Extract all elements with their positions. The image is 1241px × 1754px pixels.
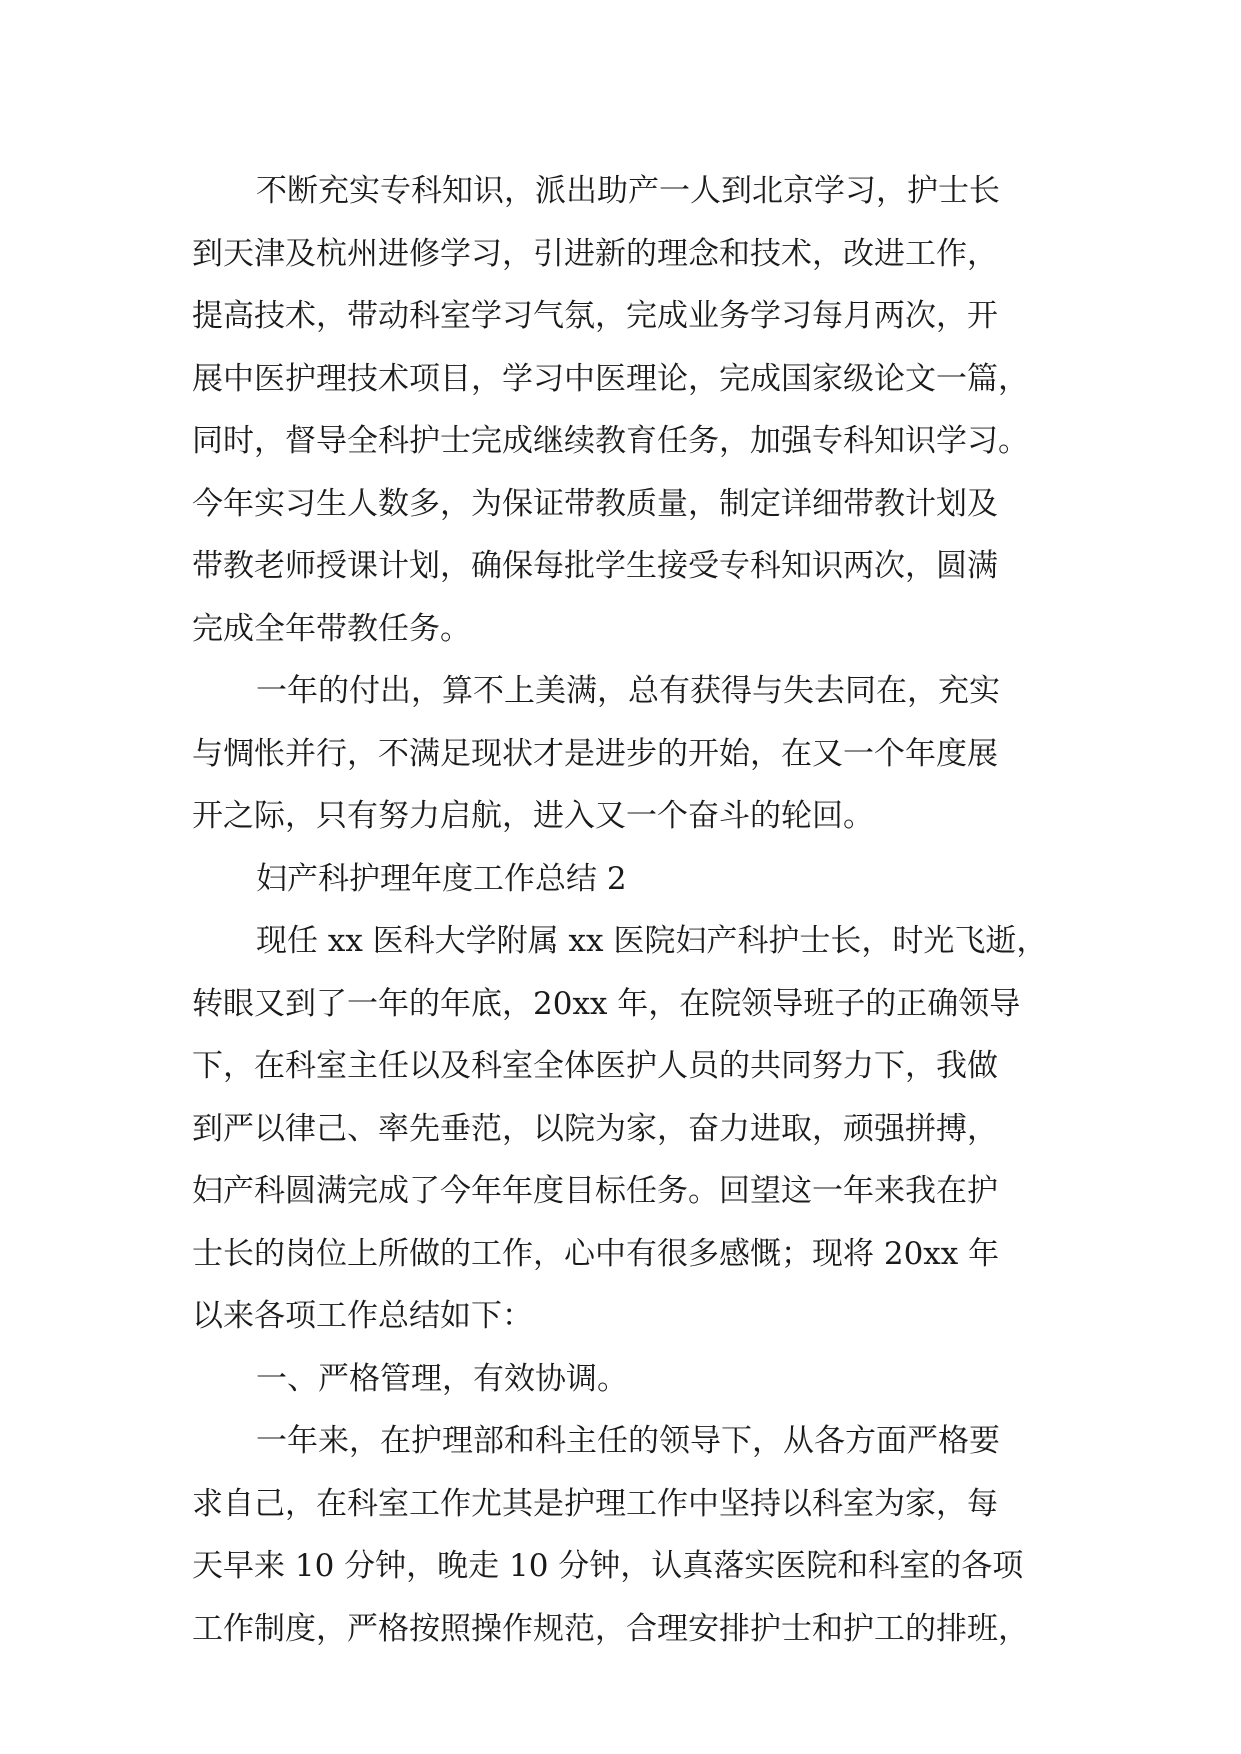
text-line: 带教老师授课计划，确保每批学生接受专科知识两次，圆满 (192, 548, 998, 584)
text-line: 今年实习生人数多，为保证带教质量，制定详细带教计划及 (192, 485, 998, 522)
text-line: 开之际，只有努力启航，进入又一个奋斗的轮回。 (192, 798, 874, 834)
text-line: 工作制度，严格按照操作规范，合理安排护士和护工的排班， (192, 1610, 1029, 1647)
text-line: 到天津及杭州进修学习，引进新的理念和技术，改进工作， (192, 235, 998, 272)
text-line: 到严以律己、率先垂范，以院为家，奋力进取，顽强拼搏， (192, 1110, 998, 1147)
text-line: 现任 xx 医科大学附属 xx 医院妇产科护士长，时光飞逝， (256, 923, 1048, 959)
text-line: 不断充实专科知识，派出助产一人到北京学习，护士长 (256, 173, 1000, 209)
text-line: 以来各项工作总结如下： (192, 1298, 533, 1334)
section-title: 妇产科护理年度工作总结 2 (256, 860, 627, 897)
text-line: 转眼又到了一年的年底，20xx 年，在院领导班子的正确领导 (192, 985, 1021, 1022)
text-line: 一年来，在护理部和科主任的领导下，从各方面严格要 (256, 1423, 1000, 1459)
text-line: 妇产科圆满完成了今年年度目标任务。回望这一年来我在护 (192, 1173, 998, 1209)
document-body (192, 160, 1092, 1660)
text-line: 同时，督导全科护士完成继续教育任务，加强专科知识学习。 (192, 423, 1029, 459)
text-line: 求自己，在科室工作尤其是护理工作中坚持以科室为家，每 (192, 1485, 998, 1522)
text-line: 一年的付出，算不上美满，总有获得与失去同在，充实 (256, 673, 1000, 709)
text-line: 展中医护理技术项目，学习中医理论，完成国家级论文一篇， (192, 360, 1029, 397)
text-line: 提高技术，带动科室学习气氛，完成业务学习每月两次，开 (192, 298, 998, 334)
text-line: 下，在科室主任以及科室全体医护人员的共同努力下，我做 (192, 1048, 998, 1084)
section-heading: 一、严格管理，有效协调。 (256, 1360, 628, 1397)
text-line: 与惆怅并行，不满足现状才是进步的开始，在又一个年度展 (192, 735, 998, 772)
text-line: 天早来 10 分钟，晚走 10 分钟，认真落实医院和科室的各项 (192, 1548, 1024, 1584)
text-line: 士长的岗位上所做的工作，心中有很多感慨；现将 20xx 年 (192, 1235, 1000, 1272)
text-line: 完成全年带教任务。 (192, 610, 471, 647)
